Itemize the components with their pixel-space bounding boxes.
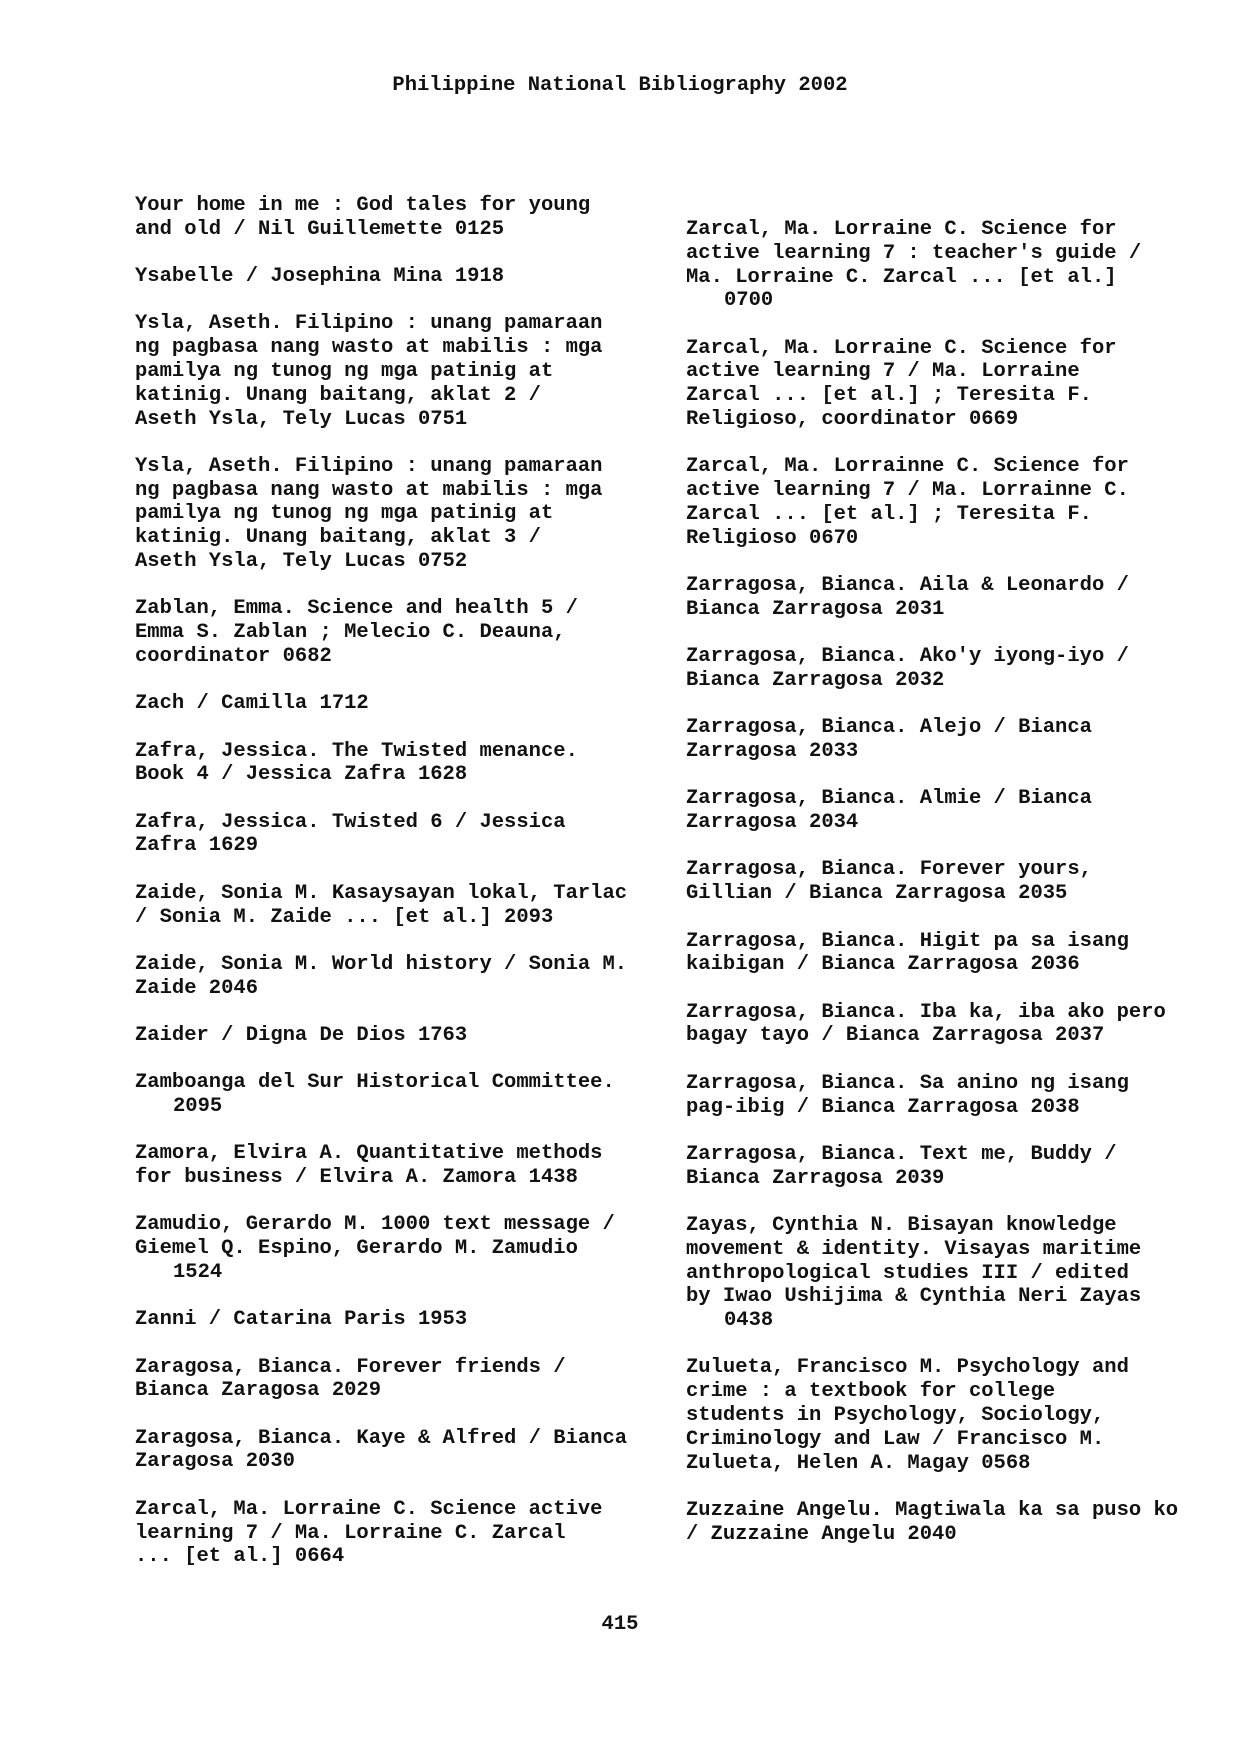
bibliography-entry: [686, 716, 1206, 764]
bibliography-entry: [135, 265, 645, 289]
entry-line: Zarcal ... [et al.] ; Teresita F.: [686, 502, 1092, 526]
entry-line: Zanni / Catarina Paris 1953: [135, 1308, 468, 1332]
entry-line: Zayas, Cynthia N. Bisayan knowledge: [686, 1213, 1117, 1237]
entry-line: ... [et al.] 0664: [135, 1545, 345, 1569]
entry-line: Criminology and Law / Francisco M.: [686, 1427, 1105, 1451]
entry-line: Ysabelle / Josephina Mina 1918: [135, 265, 505, 289]
entry-line: anthropological studies III / edited: [686, 1261, 1129, 1285]
entry-line: active learning 7 : teacher's guide /: [686, 241, 1142, 265]
entry-line: Zablan, Emma. Science and health 5 /: [135, 597, 578, 621]
entry-line: movement & identity. Visayas maritime: [686, 1237, 1142, 1261]
bibliography-entry: [686, 930, 1206, 978]
entry-line: Zaragosa, Bianca. Forever friends /: [135, 1355, 566, 1379]
entry-line: Zulueta, Helen A. Magay 0568: [686, 1451, 1031, 1475]
entry-line: katinig. Unang baitang, aklat 2 /: [135, 383, 541, 407]
bibliography-entry: [135, 740, 645, 788]
entry-line: Aseth Ysla, Tely Lucas 0751: [135, 407, 468, 431]
entry-line: Book 4 / Jessica Zafra 1628: [135, 763, 468, 787]
bibliography-entry: [686, 787, 1206, 835]
bibliography-entry: [135, 1071, 645, 1119]
bibliography-entry: [686, 574, 1206, 622]
entry-line: Zarragosa, Bianca. Sa anino ng isang: [686, 1071, 1129, 1095]
entry-line: Zulueta, Francisco M. Psychology and: [686, 1356, 1129, 1380]
entry-line: Zaide 2046: [135, 976, 259, 1000]
bibliography-entry: [135, 1024, 645, 1048]
left-column: [135, 194, 645, 1593]
bibliography-entry: [135, 953, 645, 1001]
bibliography-entry: [135, 597, 645, 668]
entry-number: 0438: [724, 1309, 774, 1333]
entry-line: Zach / Camilla 1712: [135, 692, 369, 716]
entry-line: Zamora, Elvira A. Quantitative methods: [135, 1142, 603, 1166]
bibliography-entry: [135, 692, 645, 716]
entry-line: students in Psychology, Sociology,: [686, 1403, 1105, 1427]
bibliography-entry: [686, 1072, 1206, 1120]
entry-line: Gillian / Bianca Zarragosa 2035: [686, 882, 1068, 906]
right-column: [686, 218, 1206, 1570]
bibliography-entry: [135, 1356, 645, 1404]
entry-line: Zarcal ... [et al.] ; Teresita F.: [686, 384, 1092, 408]
entry-number: 0700: [724, 289, 774, 313]
entry-line: Ysla, Aseth. Filipino : unang pamaraan: [135, 312, 603, 336]
entry-line: kaibigan / Bianca Zarragosa 2036: [686, 953, 1080, 977]
entry-line: Zarragosa 2033: [686, 740, 859, 764]
entry-line: Bianca Zaragosa 2029: [135, 1379, 382, 1403]
entry-line: bagay tayo / Bianca Zarragosa 2037: [686, 1024, 1105, 1048]
entry-line: / Zuzzaine Angelu 2040: [686, 1522, 957, 1546]
entry-line: Zarcal, Ma. Lorrainne C. Science for: [686, 455, 1129, 479]
bibliography-entry: [135, 1142, 645, 1190]
bibliography-entry: [135, 1308, 645, 1332]
entry-line: Emma S. Zablan ; Melecio C. Deauna,: [135, 621, 566, 645]
entry-line: Zafra 1629: [135, 834, 259, 858]
entry-line: Zarragosa 2034: [686, 811, 859, 835]
entry-line: / Sonia M. Zaide ... [et al.] 2093: [135, 905, 554, 929]
entry-line: learning 7 / Ma. Lorraine C. Zarcal: [135, 1521, 566, 1545]
entry-line: Zarragosa, Bianca. Forever yours,: [686, 858, 1092, 882]
entry-line: Zarragosa, Bianca. Almie / Bianca: [686, 787, 1092, 811]
entry-number: 2095: [173, 1095, 223, 1119]
entry-line: Zaragosa 2030: [135, 1450, 295, 1474]
entry-line: ng pagbasa nang wasto at mabilis : mga: [135, 336, 603, 360]
entry-line: Ysla, Aseth. Filipino : unang pamaraan: [135, 454, 603, 478]
entry-line: and old / Nil Guillemette 0125: [135, 217, 505, 241]
entry-line: ng pagbasa nang wasto at mabilis : mga: [135, 478, 603, 502]
bibliography-entry: [686, 1499, 1206, 1547]
entry-line: by Iwao Ushijima & Cynthia Neri Zayas: [686, 1285, 1142, 1309]
bibliography-entry: [686, 645, 1206, 693]
entry-line: Bianca Zarragosa 2039: [686, 1166, 945, 1190]
entry-line: coordinator 0682: [135, 644, 332, 668]
entry-line: crime : a textbook for college: [686, 1380, 1056, 1404]
bibliography-entry: [686, 1356, 1206, 1475]
entry-line: active learning 7 / Ma. Lorraine: [686, 360, 1080, 384]
entry-line: active learning 7 / Ma. Lorrainne C.: [686, 479, 1129, 503]
entry-line: pag-ibig / Bianca Zarragosa 2038: [686, 1095, 1080, 1119]
entry-line: Zarragosa, Bianca. Higit pa sa isang: [686, 929, 1129, 953]
running-header: Philippine National Bibliography 2002: [392, 74, 848, 97]
entry-line: Zaide, Sonia M. World history / Sonia M.: [135, 952, 628, 976]
bibliography-entry: [686, 337, 1206, 432]
entry-line: pamilya ng tunog ng mga patinig at: [135, 359, 554, 383]
entry-line: Zaragosa, Bianca. Kaye & Alfred / Bianca: [135, 1426, 628, 1450]
bibliography-entry: [135, 1213, 645, 1284]
bibliography-entry: [686, 1143, 1206, 1191]
entry-line: Zuzzaine Angelu. Magtiwala ka sa puso ko: [686, 1498, 1179, 1522]
bibliography-entry: [135, 312, 645, 431]
entry-line: Bianca Zarragosa 2031: [686, 597, 945, 621]
entry-line: Zarcal, Ma. Lorraine C. Science active: [135, 1497, 603, 1521]
entry-line: pamilya ng tunog ng mga patinig at: [135, 502, 554, 526]
entry-line: Bianca Zarragosa 2032: [686, 668, 945, 692]
bibliography-entry: [135, 1498, 645, 1569]
bibliography-entry: [686, 1214, 1206, 1333]
bibliography-entry: [135, 882, 645, 930]
entry-line: Giemel Q. Espino, Gerardo M. Zamudio: [135, 1237, 578, 1261]
bibliography-entry: [135, 1427, 645, 1475]
entry-line: Zafra, Jessica. The Twisted menance.: [135, 739, 578, 763]
bibliography-entry: [135, 455, 645, 574]
entry-number: 1524: [173, 1261, 223, 1284]
entry-line: Zarcal, Ma. Lorraine C. Science for: [686, 336, 1117, 360]
bibliography-entry: [686, 858, 1206, 906]
entry-line: Zarcal, Ma. Lorraine C. Science for: [686, 218, 1117, 241]
entry-line: for business / Elvira A. Zamora 1438: [135, 1166, 578, 1190]
entry-line: Zarragosa, Bianca. Aila & Leonardo /: [686, 574, 1129, 598]
entry-line: katinig. Unang baitang, aklat 3 /: [135, 526, 541, 550]
bibliography-entry: [135, 811, 645, 859]
entry-line: Zaide, Sonia M. Kasaysayan lokal, Tarlac: [135, 881, 628, 905]
entry-line: Zamudio, Gerardo M. 1000 text message /: [135, 1213, 615, 1237]
entry-line: Zafra, Jessica. Twisted 6 / Jessica: [135, 810, 566, 834]
entry-line: Zarragosa, Bianca. Iba ka, iba ako pero: [686, 1000, 1166, 1024]
bibliography-entry: [686, 455, 1206, 550]
page-number: 415: [601, 1613, 639, 1636]
entry-line: Zarragosa, Bianca. Alejo / Bianca: [686, 716, 1092, 740]
bibliography-entry: [135, 194, 645, 242]
entry-line: Zarragosa, Bianca. Ako'y iyong-iyo /: [686, 645, 1129, 669]
entry-line: Religioso, coordinator 0669: [686, 408, 1019, 432]
bibliography-entry: [686, 218, 1206, 313]
entry-line: Zaider / Digna De Dios 1763: [135, 1023, 468, 1047]
entry-line: Zarragosa, Bianca. Text me, Buddy /: [686, 1142, 1117, 1166]
entry-line: Ma. Lorraine C. Zarcal ... [et al.]: [686, 265, 1117, 289]
entry-line: Religioso 0670: [686, 526, 859, 550]
bibliography-entry: [686, 1001, 1206, 1049]
entry-line: Aseth Ysla, Tely Lucas 0752: [135, 550, 468, 574]
entry-line: Zamboanga del Sur Historical Committee.: [135, 1071, 615, 1095]
entry-line: Your home in me : God tales for young: [135, 194, 591, 217]
